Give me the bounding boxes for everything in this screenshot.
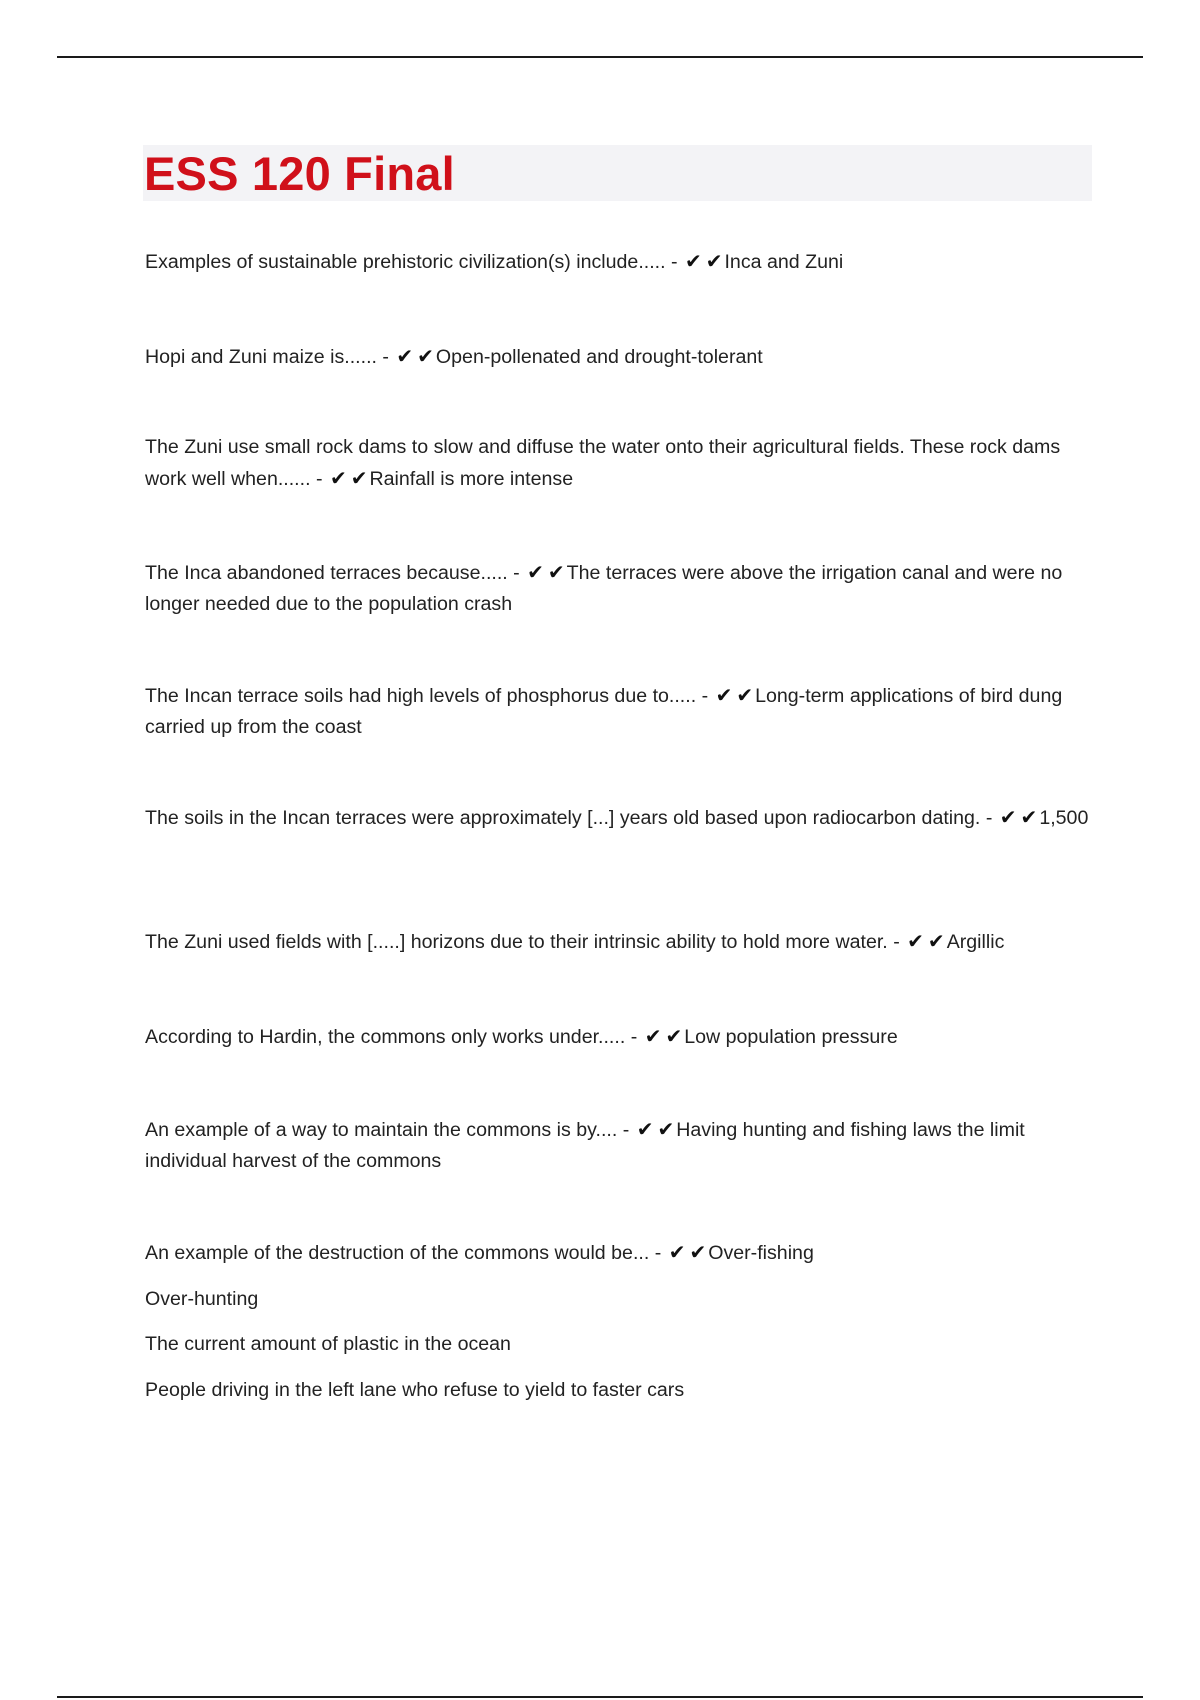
qa-item-3 xyxy=(145,432,1090,495)
extra-answer: The current amount of plastic in the ocean xyxy=(145,1333,511,1355)
separator: - xyxy=(649,1242,667,1264)
double-check-icon: ✔✔ xyxy=(636,1117,679,1141)
separator: - xyxy=(310,468,328,490)
separator: - xyxy=(696,685,714,707)
question-text: The soils in the Incan terraces were approximately [...] years old based upon radiocarbon dating. xyxy=(145,807,981,829)
separator: - xyxy=(507,562,526,584)
double-check-icon: ✔✔ xyxy=(396,344,438,368)
question-text: Hopi and Zuni maize is...... xyxy=(145,346,377,368)
extra-answer: Over-hunting xyxy=(145,1288,259,1310)
separator: - xyxy=(376,346,395,368)
double-check-icon: ✔✔ xyxy=(668,1240,711,1264)
separator: - xyxy=(980,807,998,829)
question-text: Examples of sustainable prehistoric civilization(s) include..... xyxy=(145,251,666,273)
separator: - xyxy=(617,1119,635,1141)
qa-item-4 xyxy=(145,557,1090,620)
qa-item-9 xyxy=(145,1114,1090,1177)
qa-item-5 xyxy=(145,680,1090,743)
double-check-icon: ✔✔ xyxy=(527,560,569,584)
question-text: The Incan terrace soils had high levels of phosphorus due to..... xyxy=(145,685,697,707)
separator: - xyxy=(625,1026,643,1048)
extra-answer: People driving in the left lane who refuse to yield to faster cars xyxy=(145,1379,685,1401)
answer-text: Argillic xyxy=(946,931,1005,953)
top-rule xyxy=(57,56,1143,58)
separator: - xyxy=(665,251,683,273)
separator: - xyxy=(887,931,906,953)
double-check-icon: ✔✔ xyxy=(907,929,949,953)
answer-text: Inca and Zuni xyxy=(724,251,844,273)
bottom-rule xyxy=(57,1696,1143,1698)
qa-item-10 xyxy=(145,1237,1090,1269)
qa-item-1 xyxy=(145,246,1090,278)
answer-text: Rainfall is more intense xyxy=(369,468,574,490)
answer-text: 1,500 xyxy=(1039,807,1089,829)
question-text: The Inca abandoned terraces because..... xyxy=(145,562,508,584)
question-text: The Zuni use small rock dams to slow and diffuse the water onto their agricultural fields. These rock dams work well when...... xyxy=(145,436,1061,490)
double-check-icon: ✔✔ xyxy=(329,466,372,490)
double-check-icon: ✔✔ xyxy=(684,249,727,273)
answer-text: Having hunting and fishing laws the limit individual harvest of the commons xyxy=(145,1119,1025,1172)
qa-item-2 xyxy=(145,341,1090,373)
qa-item-7 xyxy=(145,926,1090,958)
answer-text: The terraces were above the irrigation canal and were no longer needed due to the population crash xyxy=(145,562,1063,615)
question-text: The Zuni used fields with [.....] horizons due to their intrinsic ability to hold more water. xyxy=(145,931,888,953)
double-check-icon: ✔✔ xyxy=(715,683,758,707)
answer-text: Low population pressure xyxy=(684,1026,898,1048)
document-title: ESS 120 Final xyxy=(144,147,455,200)
answer-text: Over-fishing xyxy=(708,1242,814,1264)
answer-text: Long-term applications of bird dung carried up from the coast xyxy=(145,685,1063,738)
answer-text: Open-pollenated and drought-tolerant xyxy=(435,346,763,368)
question-text: An example of the destruction of the commons would be... xyxy=(145,1242,650,1264)
double-check-icon: ✔✔ xyxy=(644,1024,687,1048)
question-text: According to Hardin, the commons only works under..... xyxy=(145,1026,626,1048)
qa-item-8 xyxy=(145,1021,1090,1053)
question-text: An example of a way to maintain the commons is by.... xyxy=(145,1119,618,1141)
double-check-icon: ✔✔ xyxy=(999,805,1042,829)
qa-item-6 xyxy=(145,802,1090,834)
